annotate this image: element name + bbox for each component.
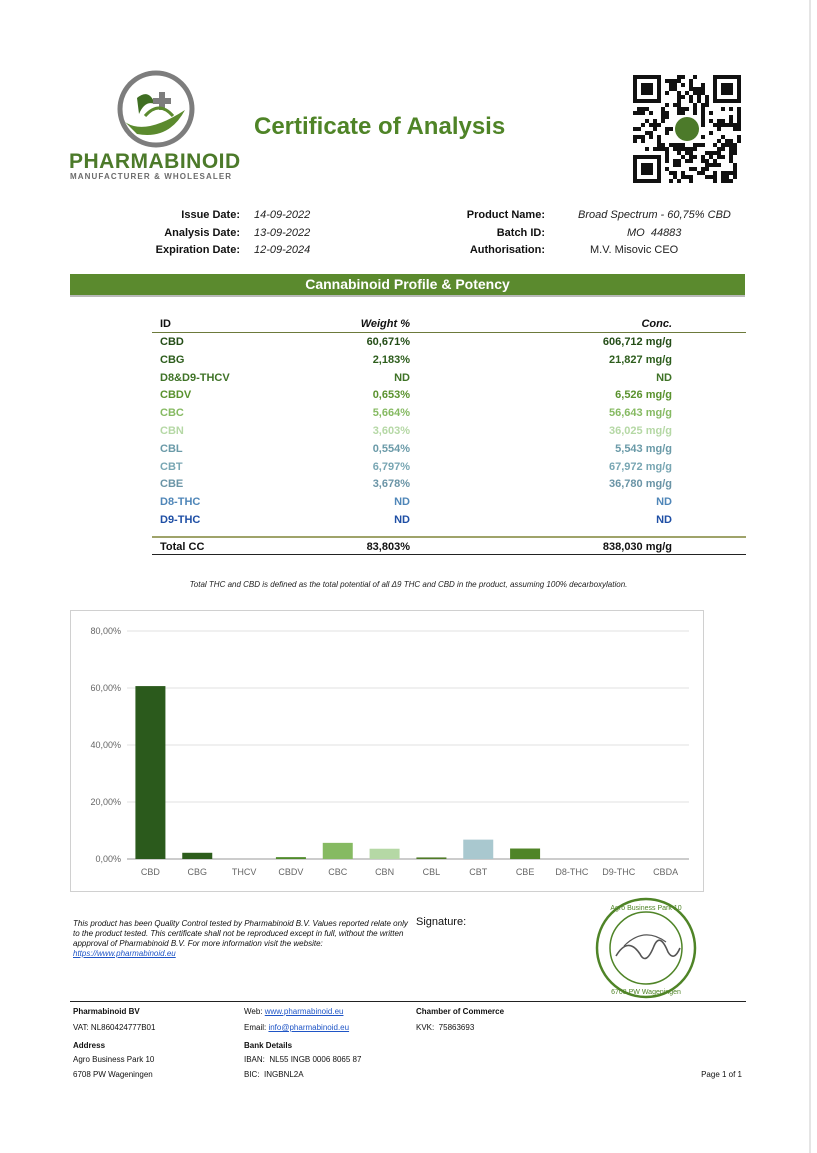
bar-cbn xyxy=(370,849,400,859)
svg-text:Agro Business Park 10: Agro Business Park 10 xyxy=(610,905,682,912)
svg-text:6708 PW Wageningen: 6708 PW Wageningen xyxy=(611,989,681,996)
email-link[interactable]: info@pharmabinoid.eu xyxy=(268,1023,350,1032)
y-tick-label: 80,00% xyxy=(90,626,121,636)
row-id: CBDV xyxy=(160,389,192,401)
y-tick-label: 40,00% xyxy=(90,740,121,750)
table-header-rule xyxy=(152,332,746,333)
bar-cbe xyxy=(510,849,540,859)
x-tick-label: THCV xyxy=(231,867,257,877)
expiration-date-label: Expiration Date: xyxy=(155,244,240,256)
scan-edge-shadow xyxy=(809,0,811,1153)
y-tick-label: 0,00% xyxy=(95,854,121,864)
company-name: Pharmabinoid BV xyxy=(73,1007,140,1016)
batch-id-label: Batch ID: xyxy=(496,227,545,239)
row-conc: 5,543 mg/g xyxy=(615,443,672,455)
signature-label: Signature: xyxy=(416,916,467,928)
row-conc: 6,526 mg/g xyxy=(615,389,672,401)
column-header-id: ID xyxy=(160,318,171,330)
row-id: D8-THC xyxy=(160,496,201,508)
email-line xyxy=(244,1023,349,1032)
web-link[interactable]: www.pharmabinoid.eu xyxy=(264,1007,344,1016)
column-header-conc: Conc. xyxy=(641,318,672,330)
bic: BIC: INGBNL2A xyxy=(244,1070,304,1079)
x-tick-label: CBT xyxy=(469,867,488,877)
bar-cbc xyxy=(323,843,353,859)
row-weight: 5,664% xyxy=(372,407,410,419)
x-tick-label: CBC xyxy=(328,867,348,877)
x-tick-label: D9-THC xyxy=(602,867,636,877)
bar-cbg xyxy=(182,853,212,859)
batch-id-value: MO 44883 xyxy=(627,227,682,239)
row-id: CBE xyxy=(160,478,184,490)
row-conc: ND xyxy=(656,496,672,508)
x-tick-label: CBE xyxy=(515,867,535,877)
x-tick-label: CBDA xyxy=(653,867,679,877)
row-conc: 67,972 mg/g xyxy=(609,461,672,473)
row-weight: ND xyxy=(394,514,410,526)
y-tick-label: 20,00% xyxy=(90,797,121,807)
row-weight: ND xyxy=(394,372,410,384)
kvk-number: KVK: 75863693 xyxy=(416,1023,475,1032)
row-id: CBC xyxy=(160,407,184,419)
iban: IBAN: NL55 INGB 0006 8065 87 xyxy=(244,1055,362,1064)
analysis-date-value: 13-09-2022 xyxy=(254,227,311,239)
row-id: D9-THC xyxy=(160,514,201,526)
total-conc: 838,030 mg/g xyxy=(602,541,672,553)
bar-cbl xyxy=(416,857,446,859)
row-weight: 60,671% xyxy=(366,336,410,348)
row-weight: 2,183% xyxy=(372,354,410,366)
row-conc: ND xyxy=(656,372,672,384)
row-weight: 0,653% xyxy=(372,389,410,401)
brand-subtitle: MANUFACTURER & WHOLESALER xyxy=(70,172,233,181)
row-id: CBN xyxy=(160,425,184,437)
address-label: Address xyxy=(73,1041,106,1050)
x-tick-label: CBN xyxy=(375,867,395,877)
banner-divider xyxy=(70,295,745,297)
footer-divider xyxy=(70,1001,746,1002)
web-line xyxy=(244,1007,343,1016)
issue-date-value: 14-09-2022 xyxy=(254,209,311,221)
row-id: CBG xyxy=(160,354,185,366)
authorisation-label: Authorisation: xyxy=(469,244,545,256)
table-total-rule xyxy=(152,536,746,538)
brand-name: PHARMABINOID xyxy=(69,150,241,173)
bar-cbt xyxy=(463,840,493,859)
row-id: CBL xyxy=(160,443,183,455)
page-title: Certificate of Analysis xyxy=(254,113,506,140)
bar-cbdv xyxy=(276,857,306,859)
cannabinoid-bar-chart xyxy=(70,610,704,892)
product-name-label: Product Name: xyxy=(466,209,545,221)
row-conc: 36,025 mg/g xyxy=(609,425,672,437)
bank-details-label: Bank Details xyxy=(244,1041,293,1050)
quality-control-text: This product has been Quality Control tested by Pharmabinoid B.V. Values reported relate only to the product tested. This certificate shall not be reproduced except in full, without the written appproval of Pharmabinoid B.V. For more information visit the website: xyxy=(73,919,408,948)
row-conc: 56,643 mg/g xyxy=(609,407,672,419)
bar-cbd xyxy=(135,686,165,859)
row-weight: ND xyxy=(394,496,410,508)
address-line-1: Agro Business Park 10 xyxy=(73,1055,155,1064)
analysis-date-label: Analysis Date: xyxy=(164,227,240,239)
quality-control-statement xyxy=(73,919,413,959)
company-seal-stamp xyxy=(594,896,698,1000)
table-bottom-rule xyxy=(152,554,746,555)
page-number: Page 1 of 1 xyxy=(701,1070,742,1079)
pharmabinoid-logo-icon xyxy=(115,70,197,148)
chamber-of-commerce-label: Chamber of Commerce xyxy=(416,1007,505,1016)
x-tick-label: CBL xyxy=(422,867,441,877)
email-label: Email: xyxy=(244,1023,269,1032)
y-tick-label: 60,00% xyxy=(90,683,121,693)
x-tick-label: D8-THC xyxy=(555,867,589,877)
total-label: Total CC xyxy=(160,541,205,553)
column-header-weight: Weight % xyxy=(360,318,410,330)
profile-banner: Cannabinoid Profile & Potency xyxy=(70,274,745,295)
website-link[interactable]: https://www.pharmabinoid.eu xyxy=(73,949,176,958)
row-id: CBD xyxy=(160,336,184,348)
row-weight: 3,678% xyxy=(372,478,410,490)
qr-code-icon xyxy=(633,75,741,183)
row-weight: 0,554% xyxy=(372,443,410,455)
decarboxylation-note: Total THC and CBD is defined as the total potential of all Δ9 THC and CBD in the product, assuming 100% decarboxylation. xyxy=(189,580,628,589)
address-line-2: 6708 PW Wageningen xyxy=(73,1070,153,1079)
row-conc: 36,780 mg/g xyxy=(609,478,672,490)
x-tick-label: CBDV xyxy=(278,867,304,877)
expiration-date-value: 12-09-2024 xyxy=(254,244,311,256)
vat-number: VAT: NL860424777B01 xyxy=(73,1023,156,1032)
row-weight: 6,797% xyxy=(372,461,410,473)
row-conc: 606,712 mg/g xyxy=(602,336,672,348)
row-id: CBT xyxy=(160,461,183,473)
row-conc: ND xyxy=(656,514,672,526)
row-id: D8&D9-THCV xyxy=(160,372,230,384)
x-tick-label: CBD xyxy=(140,867,160,877)
product-name-value: Broad Spectrum - 60,75% CBD xyxy=(578,209,731,221)
web-label: Web: xyxy=(244,1007,265,1016)
issue-date-label: Issue Date: xyxy=(181,209,240,221)
x-tick-label: CBG xyxy=(187,867,208,877)
authorisation-value: M.V. Misovic CEO xyxy=(590,244,679,256)
total-weight: 83,803% xyxy=(366,541,410,553)
row-conc: 21,827 mg/g xyxy=(609,354,672,366)
row-weight: 3,603% xyxy=(372,425,410,437)
